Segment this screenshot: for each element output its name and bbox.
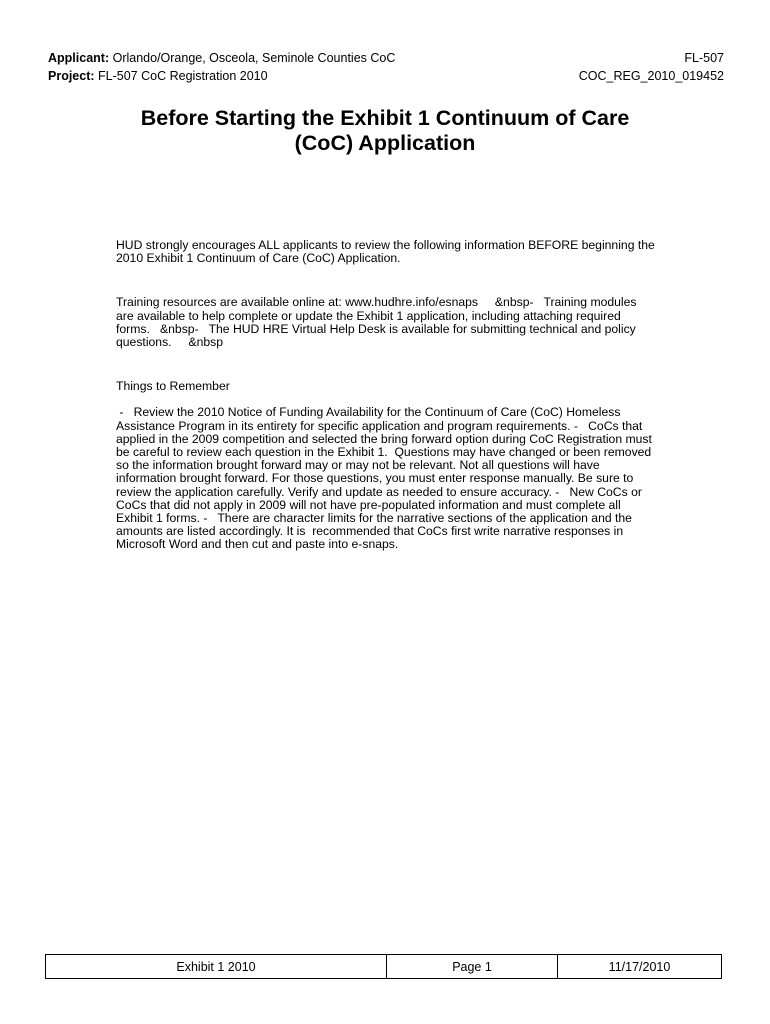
applicant-line bbox=[48, 49, 395, 67]
project-value: FL-507 CoC Registration 2010 bbox=[98, 69, 268, 83]
page-title-line-1: Before Starting the Exhibit 1 Continuum of Care bbox=[140, 106, 630, 130]
footer-exhibit: Exhibit 1 2010 bbox=[46, 955, 387, 978]
footer-date: 11/17/2010 bbox=[608, 959, 671, 974]
page-title bbox=[60, 106, 710, 156]
things-to-remember-heading: Things to Remember bbox=[116, 379, 230, 394]
header-document-id: COC_REG_2010_019452 bbox=[578, 69, 724, 83]
page-header bbox=[48, 49, 724, 85]
page-body bbox=[116, 238, 659, 552]
header-row-project bbox=[48, 67, 724, 85]
header-code: FL-507 bbox=[684, 51, 724, 65]
applicant-value: Orlando/Orange, Osceola, Seminole Counties CoC bbox=[112, 51, 396, 65]
project-label: Project: bbox=[48, 69, 95, 83]
header-row-applicant bbox=[48, 49, 724, 67]
intro-paragraph: HUD strongly encourages ALL applicants to review the following information BEFORE beginning the 2010 Exhibit 1 Continuum of Care (CoC) Application. bbox=[116, 238, 659, 266]
project-line bbox=[48, 67, 268, 85]
applicant-label: Applicant: bbox=[48, 51, 110, 65]
training-paragraph: Training resources are available online at: www.hudhre.info/esnaps &nbsp- Training modules are available to help complete or update the Exhibit 1 application, including attaching required forms. &nbsp- The HUD HRE Virtual Help Desk is available for submitting technical and policy questions. &nbsp bbox=[116, 295, 640, 350]
page-title-line-2: (CoC) Application bbox=[294, 131, 476, 155]
footer-page-number: Page 1 bbox=[387, 955, 558, 978]
things-to-remember-text: - Review the 2010 Notice of Funding Availability for the Continuum of Care (CoC) Homeless Assistance Program in its entirety for specific application and program requirements. - CoCs that applied in the 2009 competition and selected the bring forward option during CoC Registration must be careful to review each question in the Exhibit 1. Questions may have changed or been removed so the information brought forward may or may not be relevant. Not all questions will have information brought forward. For those questions, you must enter response manually. Be sure to review the application carefully. Verify and update as needed to ensure accuracy. - New CoCs or CoCs that did not apply in 2009 will not have pre-populated information and must complete all Exhibit 1 forms. - There are character limits for the narrative sections of the application and the amounts are listed accordingly. It is recommended that CoCs first write narrative responses in Microsoft Word and then cut and paste into e-snaps. bbox=[116, 405, 656, 552]
page-footer bbox=[45, 954, 722, 979]
